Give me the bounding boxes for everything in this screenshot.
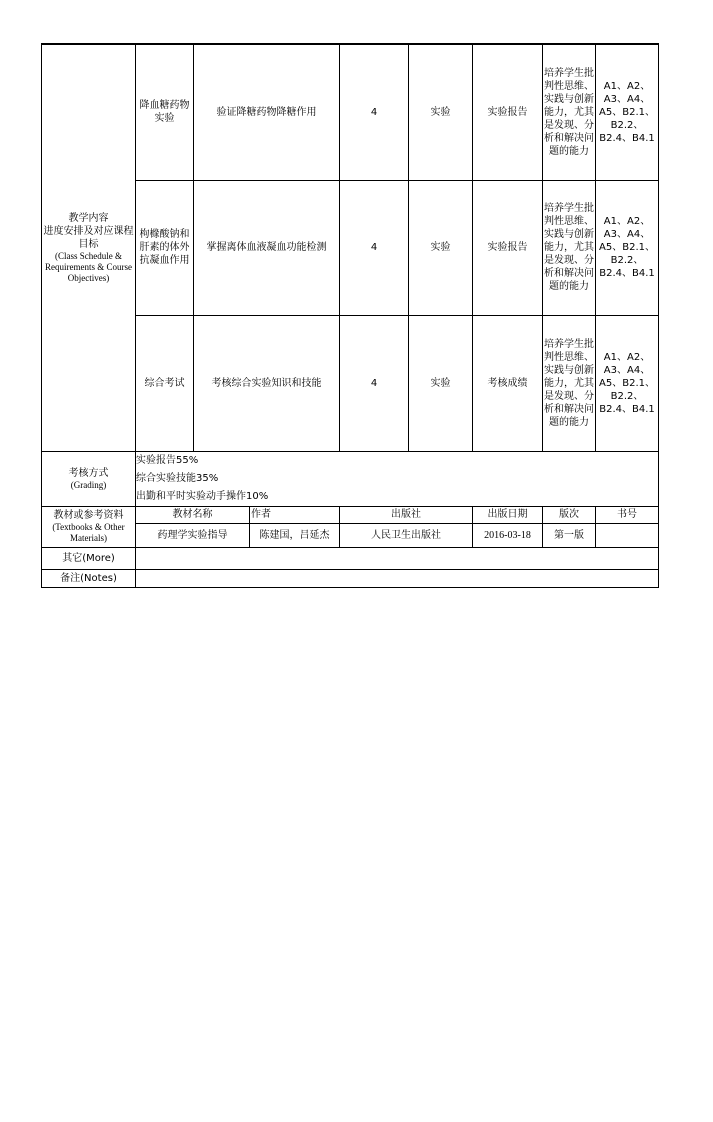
category-label-zh: 教学内容: [68, 212, 109, 224]
textbook-header-title: 教材名称: [136, 506, 250, 523]
more-label-cell: 其它(More): [42, 547, 136, 569]
grading-item: 出勤和平时实验动手操作10%: [136, 490, 269, 502]
textbook-header-isbn: 书号: [596, 506, 659, 523]
textbook-header-date: 出版日期: [473, 506, 543, 523]
assessment-cell: 考核成绩: [473, 315, 543, 451]
type-cell: 实验: [409, 315, 473, 451]
objective-codes-cell: A1、A2、A3、A4、A5、B2.1、B2.2、B2.4、B4.1: [596, 315, 659, 451]
textbooks-header-row: [42, 506, 659, 523]
textbooks-label-en: (Textbooks & Other Materials): [52, 522, 125, 543]
more-row: [42, 547, 659, 569]
content-cell: 考核综合实验知识和技能: [194, 315, 340, 451]
textbook-author-cell: 陈建国，吕延杰: [250, 523, 340, 547]
category-label-en: (Class Schedule & Requirements & Course Objectives): [45, 250, 132, 283]
hours-cell: 4: [340, 180, 409, 315]
course-schedule-table: [41, 43, 659, 588]
ability-cell: 培养学生批判性思维、实践与创新能力，尤其是发现、分析和解决问题的能力: [543, 180, 596, 315]
ability-cell: 培养学生批判性思维、实践与创新能力，尤其是发现、分析和解决问题的能力: [543, 315, 596, 451]
textbook-publisher-cell: 人民卫生出版社: [340, 523, 473, 547]
topic-cell: 枸橼酸钠和肝素的体外抗凝血作用: [136, 180, 194, 315]
category-label-zh: 进度安排及对应课程: [43, 225, 134, 237]
textbooks-label-zh: 教材或参考资料: [53, 510, 124, 521]
textbook-header-publisher: 出版社: [340, 506, 473, 523]
schedule-category-cell: [42, 44, 136, 451]
objective-codes-cell: A1、A2、A3、A4、A5、B2.1、B2.2、B2.4、B4.1: [596, 180, 659, 315]
notes-row: [42, 569, 659, 587]
grading-items-cell: [136, 451, 659, 506]
assessment-cell: 实验报告: [473, 180, 543, 315]
notes-value-cell: [136, 569, 659, 587]
assessment-cell: 实验报告: [473, 44, 543, 180]
content-cell: 验证降糖药物降糖作用: [194, 44, 340, 180]
type-cell: 实验: [409, 44, 473, 180]
topic-cell: 降血糖药物实验: [136, 44, 194, 180]
textbook-isbn-cell: [596, 523, 659, 547]
textbook-date-cell: 2016-03-18: [473, 523, 543, 547]
hours-cell: 4: [340, 44, 409, 180]
more-value-cell: [136, 547, 659, 569]
textbook-header-edition: 版次: [543, 506, 596, 523]
hours-cell: 4: [340, 315, 409, 451]
textbook-header-author: 作者: [250, 506, 340, 523]
category-label-zh: 目标: [78, 238, 99, 250]
grading-item: 综合实验技能35%: [136, 472, 219, 484]
textbooks-label-cell: [42, 506, 136, 547]
content-cell: 掌握离体血液凝血功能检测: [194, 180, 340, 315]
schedule-row: [42, 44, 659, 180]
objective-codes-cell: A1、A2、A3、A4、A5、B2.1、B2.2、B2.4、B4.1: [596, 44, 659, 180]
ability-cell: 培养学生批判性思维、实践与创新能力，尤其是发现、分析和解决问题的能力: [543, 44, 596, 180]
grading-label-zh: 考核方式: [68, 467, 109, 479]
grading-label-en: (Grading): [70, 479, 107, 490]
grading-item: 实验报告55%: [136, 454, 199, 466]
topic-cell: 综合考试: [136, 315, 194, 451]
notes-label-cell: 备注(Notes): [42, 569, 136, 587]
textbook-title-cell: 药理学实验指导: [136, 523, 250, 547]
grading-row: [42, 451, 659, 506]
grading-label-cell: [42, 451, 136, 506]
type-cell: 实验: [409, 180, 473, 315]
textbook-edition-cell: 第一版: [543, 523, 596, 547]
